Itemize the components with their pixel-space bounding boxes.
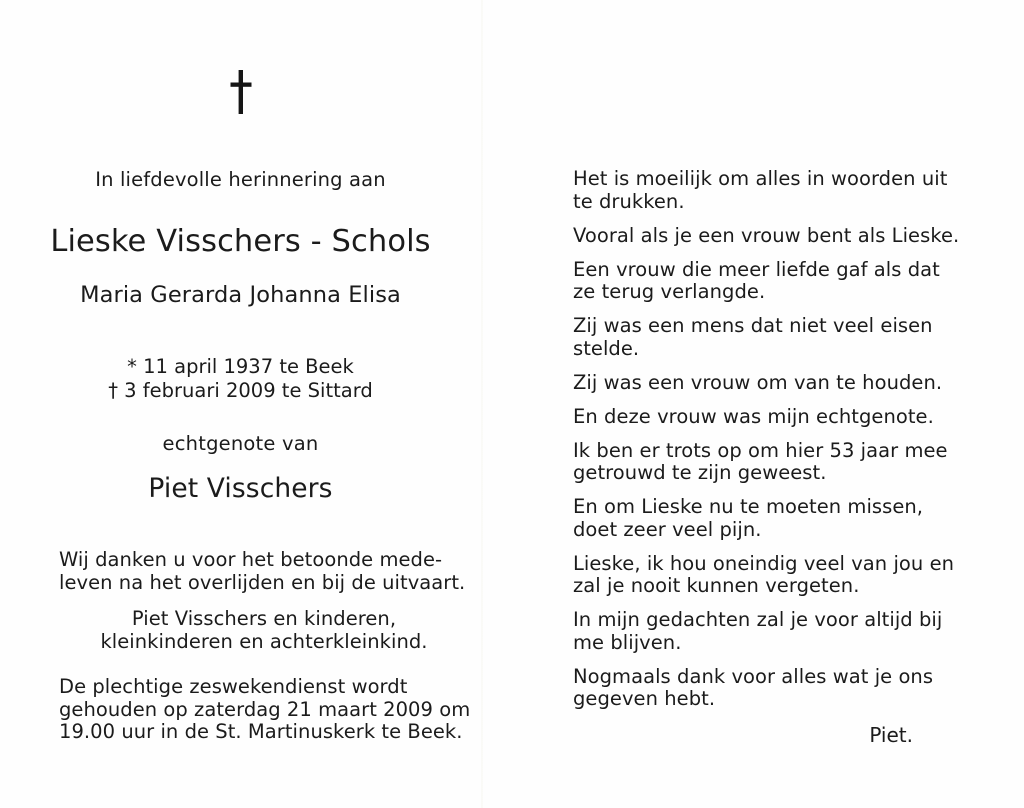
poem-stanza: Zij was een mens dat niet veel eisen stelde.	[573, 314, 933, 360]
service-notice: De plechtige zeswekendienst wordt gehouden op zaterdag 21 maart 2009 om 19.00 uur in de St. Martinuskerk te Beek.	[59, 675, 471, 743]
poem-stanza: En deze vrouw was mijn echtgenote.	[573, 404, 934, 428]
latin-cross-icon	[0, 70, 481, 118]
life-dates	[0, 355, 481, 403]
spouse-name: Piet Visschers	[148, 473, 333, 504]
thanks-message: Wij danken u voor het betoonde mede-leven na het overlijden en bij de uitvaart.	[59, 548, 466, 594]
deceased-fullname: Maria Gerarda Johanna Elisa	[80, 282, 401, 308]
poem-stanza: Vooral als je een vrouw bent als Lieske.	[573, 223, 960, 247]
card-fold-line	[481, 0, 483, 808]
poem-stanza: Een vrouw die meer liefde gaf als dat ze terug verlangde.	[573, 257, 940, 303]
spouse-label: echtgenote van	[162, 432, 319, 455]
poem-stanza: In mijn gedachten zal je voor altijd bij me blijven.	[573, 608, 943, 654]
deceased-name: Lieske Visschers - Schols	[50, 224, 431, 259]
left-panel	[0, 0, 481, 808]
right-panel	[573, 168, 965, 711]
family-signature	[59, 608, 469, 653]
poem-stanza: Nogmaals dank voor alles wat je ons gegeven hebt.	[573, 664, 934, 710]
intro-line: In liefdevolle herinnering aan	[95, 168, 386, 191]
author-signature: Piet.	[869, 723, 913, 747]
poem-stanza: Ik ben er trots op om hier 53 jaar mee getrouwd te zijn geweest.	[573, 438, 948, 484]
poem-stanza: Lieske, ik hou oneindig veel van jou en zal je nooit kunnen vergeten.	[573, 551, 955, 597]
poem-stanza: En om Lieske nu te moeten missen, doet zeer veel pijn.	[573, 495, 924, 541]
family-line-2: kleinkinderen en achterkleinkind.	[100, 629, 428, 653]
birth-date: * 11 april 1937 te Beek	[127, 355, 354, 378]
death-date: † 3 februari 2009 te Sittard	[108, 379, 373, 402]
poem-stanza: Het is moeilijk om alles in woorden uit te drukken.	[573, 167, 948, 213]
poem-stanza: Zij was een vrouw om van te houden.	[573, 370, 943, 394]
family-line-1: Piet Visschers en kinderen,	[131, 607, 397, 630]
